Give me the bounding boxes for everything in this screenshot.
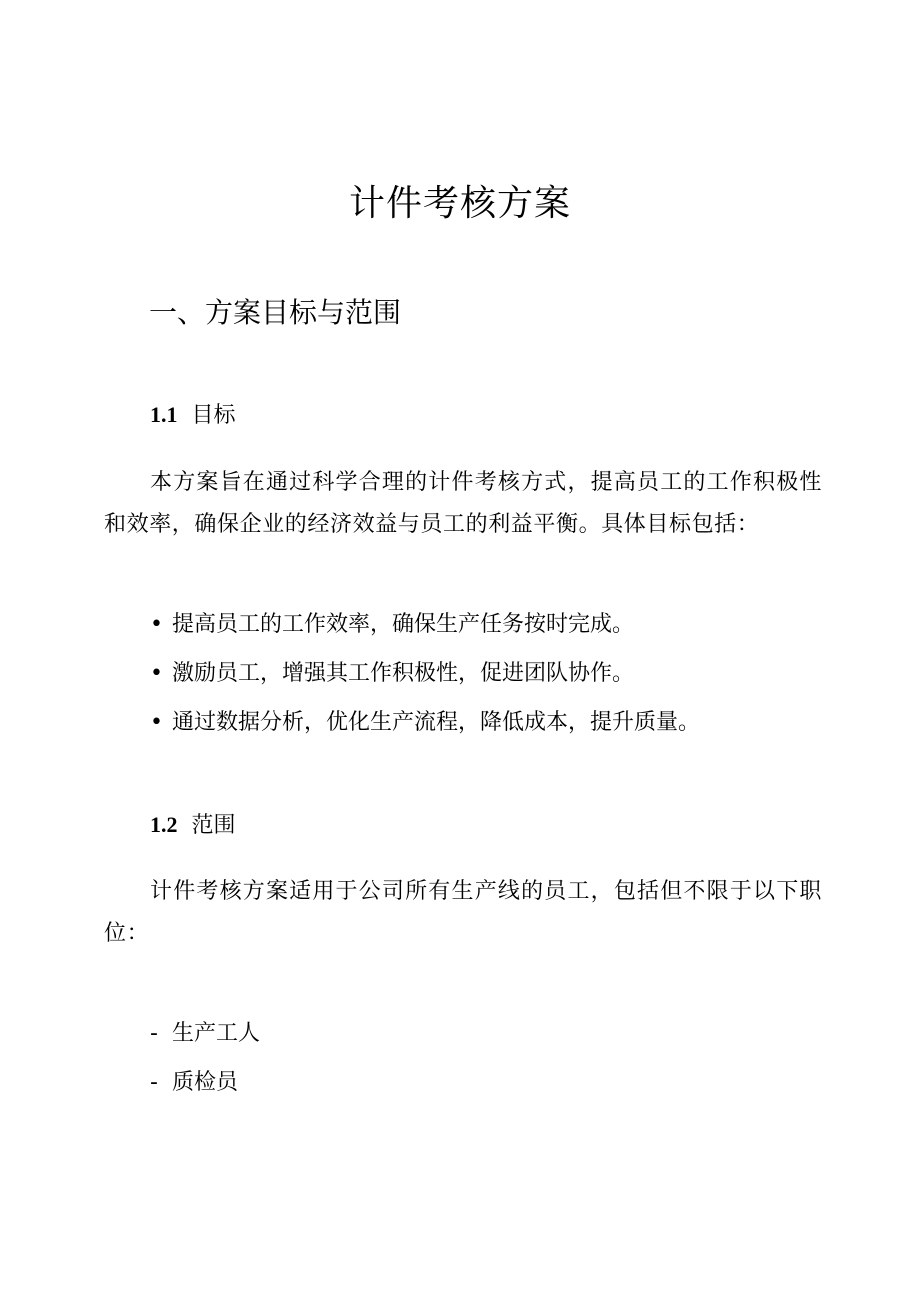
subsection-heading-goal [150, 399, 236, 432]
list-item [150, 1018, 260, 1067]
list-item-text: 通过数据分析，优化生产流程，降低成本，提升质量。 [172, 710, 701, 735]
subsection-number: 1.1 [150, 402, 178, 427]
list-item-text: 质检员 [172, 1070, 239, 1095]
goal-bullet-list [150, 609, 700, 756]
list-item [150, 658, 700, 707]
document-title: 计件考核方案 [348, 183, 571, 224]
dash-marker: - [150, 1070, 158, 1095]
list-item-text: 生产工人 [172, 1021, 261, 1046]
subsection-number: 1.2 [150, 812, 178, 837]
bullet-marker: • [150, 710, 163, 735]
dash-marker: - [150, 1021, 158, 1046]
subsection-title: 范围 [191, 813, 236, 838]
list-item [150, 1067, 260, 1116]
scope-position-list [150, 1018, 260, 1116]
list-item [150, 707, 700, 756]
bullet-marker: • [150, 612, 163, 637]
list-item-text: 提高员工的工作效率，确保生产任务按时完成。 [172, 612, 635, 637]
section-heading: 一、方案目标与范围 [149, 296, 402, 329]
scope-paragraph: 计件考核方案适用于公司所有生产线的员工，包括但不限于以下职位： [104, 879, 822, 946]
subsection-title: 目标 [191, 403, 236, 428]
goal-paragraph: 本方案旨在通过科学合理的计件考核方式，提高员工的工作积极性和效率，确保企业的经济效益与员工的利益平衡。具体目标包括： [104, 470, 822, 537]
list-item [150, 609, 700, 658]
bullet-marker: • [150, 661, 163, 686]
list-item-text: 激励员工，增强其工作积极性，促进团队协作。 [172, 661, 635, 686]
subsection-heading-scope [150, 809, 236, 842]
